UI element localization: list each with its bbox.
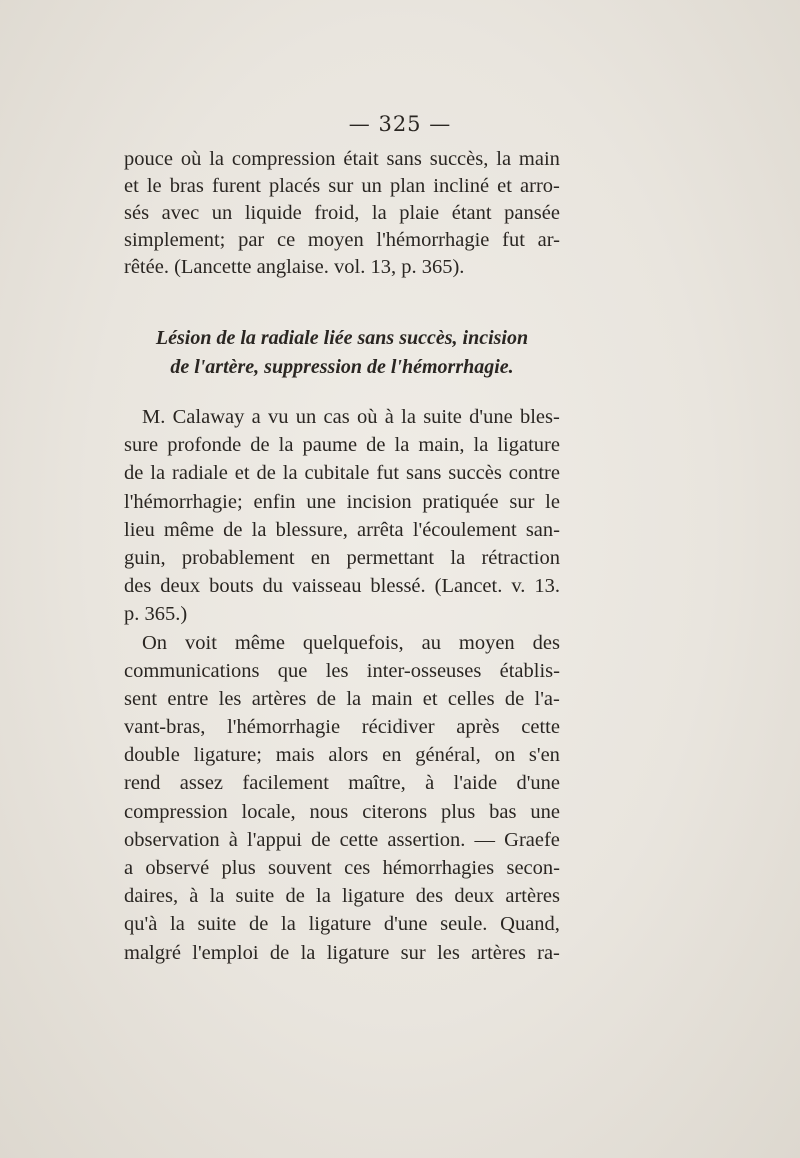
text-line: rêtée. (Lancette anglaise. vol. 13, p. 365). xyxy=(124,256,465,278)
text-line: sent entre les artères de la main et celles de l'a- xyxy=(124,687,560,710)
heading-line: de l'artère, suppression de l'hémorrhagie. xyxy=(170,356,514,378)
text-line: guin, probablement en permettant la rétraction xyxy=(124,546,560,569)
text-line: observation à l'appui de cette assertion. — Graefe xyxy=(124,828,560,851)
text-line: On voit même quelquefois, au moyen des xyxy=(142,631,560,654)
page-number: — 325 — xyxy=(348,112,452,136)
text-line: double ligature; mais alors en général, on s'en xyxy=(124,744,560,767)
text-line: l'hémorrhagie; enfin une incision pratiquée sur le xyxy=(124,490,560,513)
text-line: malgré l'emploi de la ligature sur les artères ra- xyxy=(124,941,560,964)
paragraph-1 xyxy=(124,146,560,281)
text-line: qu'à la suite de la ligature d'une seule. Quand, xyxy=(124,913,560,936)
text-line: et le bras furent placés sur un plan incliné et arro- xyxy=(124,175,560,197)
text-line: simplement; par ce moyen l'hémorrhagie fut ar- xyxy=(124,229,560,251)
text-line: de la radiale et de la cubitale fut sans succès contre xyxy=(124,462,560,485)
text-line: sés avec un liquide froid, la plaie étant pansée xyxy=(124,202,560,224)
heading-line: Lésion de la radiale liée sans succès, incision xyxy=(155,327,529,349)
text-line: lieu même de la blessure, arrêta l'écoulement san- xyxy=(124,518,560,541)
text-line: a observé plus souvent ces hémorrhagies secon- xyxy=(124,857,560,879)
text-line: des deux bouts du vaisseau blessé. (Lancet. v. 13. xyxy=(124,575,560,598)
text-line: pouce où la compression était sans succès, la main xyxy=(124,148,560,170)
paragraph-2 xyxy=(124,404,560,968)
text-line: daires, à la suite de la ligature des deux artères xyxy=(124,885,560,908)
text-line: rend assez facilement maître, à l'aide d'une xyxy=(124,772,560,795)
text-line: vant-bras, l'hémorrhagie récidiver après cette xyxy=(124,716,560,739)
text-line: sure profonde de la paume de la main, la ligature xyxy=(124,434,560,457)
text-line: compression locale, nous citerons plus bas une xyxy=(124,800,560,823)
text-line: M. Calaway a vu un cas où à la suite d'une bles- xyxy=(142,406,560,428)
text-line: communications que les inter-osseuses établis- xyxy=(124,659,560,682)
text-line: p. 365.) xyxy=(124,603,188,626)
section-heading xyxy=(124,324,560,382)
